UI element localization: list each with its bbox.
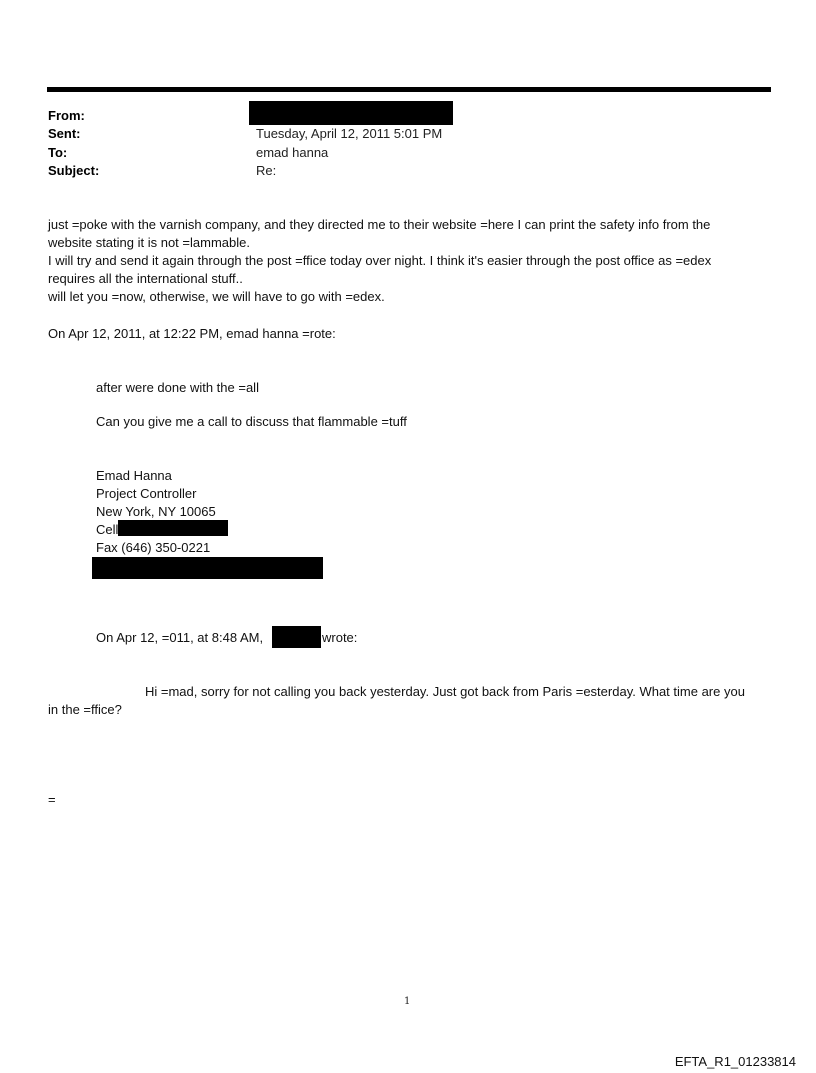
nested-attribution-suffix: wrote:: [322, 630, 358, 645]
body-line-5: will let you =now, otherwise, we will have to go with =edex.: [48, 289, 385, 304]
sent-value: Tuesday, April 12, 2011 5:01 PM: [256, 126, 443, 141]
signature-name: Emad Hanna: [96, 468, 172, 483]
nested-attribution-prefix: On Apr 12, =011, at 8:48 AM,: [96, 630, 264, 645]
document-id: EFTA_R1_01233814: [674, 1054, 796, 1069]
signature-title: Project Controller: [96, 486, 197, 501]
redacted-sender: [272, 626, 321, 648]
nested-line-1: Hi =mad, sorry for not calling you back yesterday. Just got back from Paris =esterday. What time are you: [145, 684, 745, 699]
body-line-3: I will try and send it again through the post =ffice today over night. I think it's easier through the post office as =edex: [48, 253, 712, 268]
sent-label: Sent:: [48, 126, 81, 141]
subject-value: Re:: [256, 163, 277, 178]
body-line-4: requires all the international stuff..: [48, 271, 243, 286]
from-label: From:: [48, 108, 85, 123]
nested-line-2: in the =ffice?: [48, 702, 122, 717]
subject-label: Subject:: [48, 163, 100, 178]
signature-fax: Fax (646) 350-0221: [96, 540, 211, 555]
quoted-line-1: after were done with the =all: [96, 380, 259, 395]
body-line-2: website stating it is not =lammable.: [48, 235, 250, 250]
redacted-from: [249, 101, 453, 125]
page-number: 1: [404, 996, 411, 1007]
redacted-cell: [118, 520, 228, 536]
body-line-1: just =poke with the varnish company, and they directed me to their website =here I can print the safety info from the: [48, 217, 711, 232]
quoted-line-2: Can you give me a call to discuss that flammable =tuff: [96, 414, 407, 429]
header-rule: [47, 87, 771, 92]
reply-attribution: On Apr 12, 2011, at 12:22 PM, emad hanna =rote:: [48, 326, 336, 341]
trailing-char: =: [48, 792, 56, 807]
signature-location: New York, NY 10065: [96, 504, 216, 519]
signature-cell-label: Cell: [96, 522, 119, 537]
to-value: emad hanna: [256, 145, 329, 160]
to-label: To:: [48, 145, 68, 160]
redacted-signature-line: [92, 557, 323, 579]
